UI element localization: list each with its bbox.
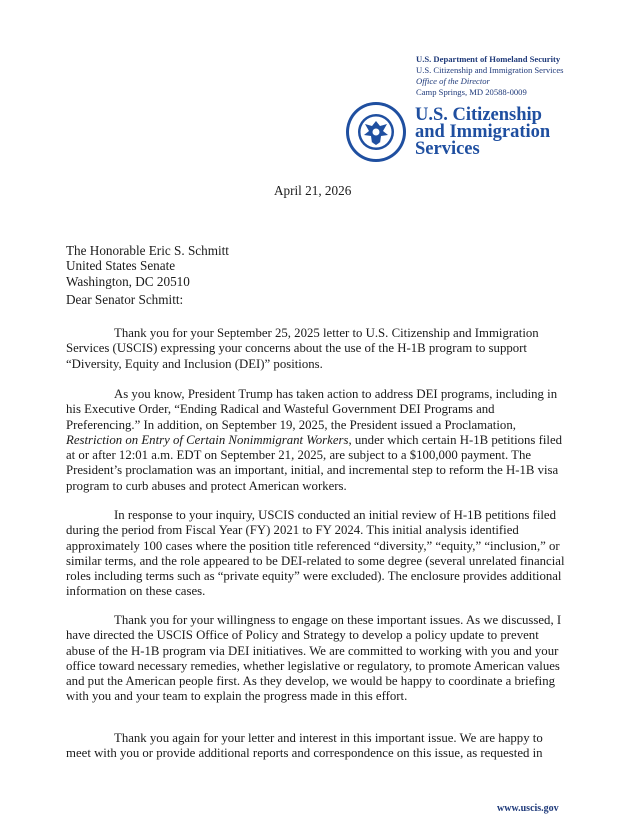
paragraph-2-text-b: , under which certain H-1B petitions filed at or after 12:01 a.m. EDT on September 21, 2025, are subject to a $100,000 payment. The President’s proclamation was an important, initial, and incremental step to reform the H-1B visa program to curb abuses and protect American workers. [66,432,563,493]
recipient-name: The Honorable Eric S. Schmitt [66,243,229,258]
recipient-org: United States Senate [66,258,176,274]
paragraph-5: Thank you again for your letter and interest in this important issue. We are happy to meet with you or provide additional reports and correspondence on this issue, as requested in [66,731,543,761]
uscis-logo-wordmark [415,107,550,158]
proclamation-title: Restriction on Entry of Certain Nonimmigrant Workers [66,432,349,447]
paragraph-4: Thank you for your willingness to engage on these important issues. As we discussed, I have directed the USCIS Office of Policy and Strategy to develop a policy update to prevent abuse of the H-1B program via DEI initiatives. We are committed to working with you and your office toward necessary remedies, whether legislative or regulatory, to promote American values and put the American people first. As they develop, we would be happy to coordinate a briefing with you and your team to explain the progress made in this effort. [66,613,562,704]
recipient-city: Washington, DC 20510 [66,273,190,289]
paragraph-2-text-a: As you know, President Trump has taken action to address DEI programs, including in his Executive Order, “Ending Radical and Wasteful Government DEI Programs and Preferencing.” In addition, on September 19, 2025, the President issued a Proclamation, [66,387,558,432]
agency-name: U.S. Department of Homeland Security [416,54,561,64]
paragraph-2 [66,387,566,494]
office-name: Office of the Director [416,76,490,86]
footer-website: www.uscis.gov [497,803,559,814]
logo-line-2: and Immigration [415,122,551,142]
dhs-seal-icon [345,101,407,163]
letter-date: April 21, 2026 [274,183,352,198]
agency-address: Camp Springs, MD 20588-0009 [416,87,527,97]
paragraph-1: Thank you for your September 25, 2025 letter to U.S. Citizenship and Immigration Services (USCIS) expressing your concerns about the use of the H-1B program to support “Diversity, Equity and Inclusion (DEI)” positions. [66,326,539,371]
paragraph-3: In response to your inquiry, USCIS conducted an initial review of H-1B petitions filed during the period from Fiscal Year (FY) 2021 to FY 2024. This initial analysis identified approximately 100 cases where the position title referenced “diversity,” “equity,” “inclusion,” or similar terms, and the role appeared to be DEI-related to some degree (several unrelated financial roles including terms such as “private equity” were excluded). The enclosure provides additional information on these cases. [66,508,565,599]
logo-line-3: Services [415,139,480,159]
logo-line-1: U.S. Citizenship [415,105,542,125]
recipient-address [66,243,229,289]
salutation: Dear Senator Schmitt: [66,292,184,307]
letterhead-address-block [416,54,564,98]
sub-agency-name: U.S. Citizenship and Immigration Services [416,65,564,75]
